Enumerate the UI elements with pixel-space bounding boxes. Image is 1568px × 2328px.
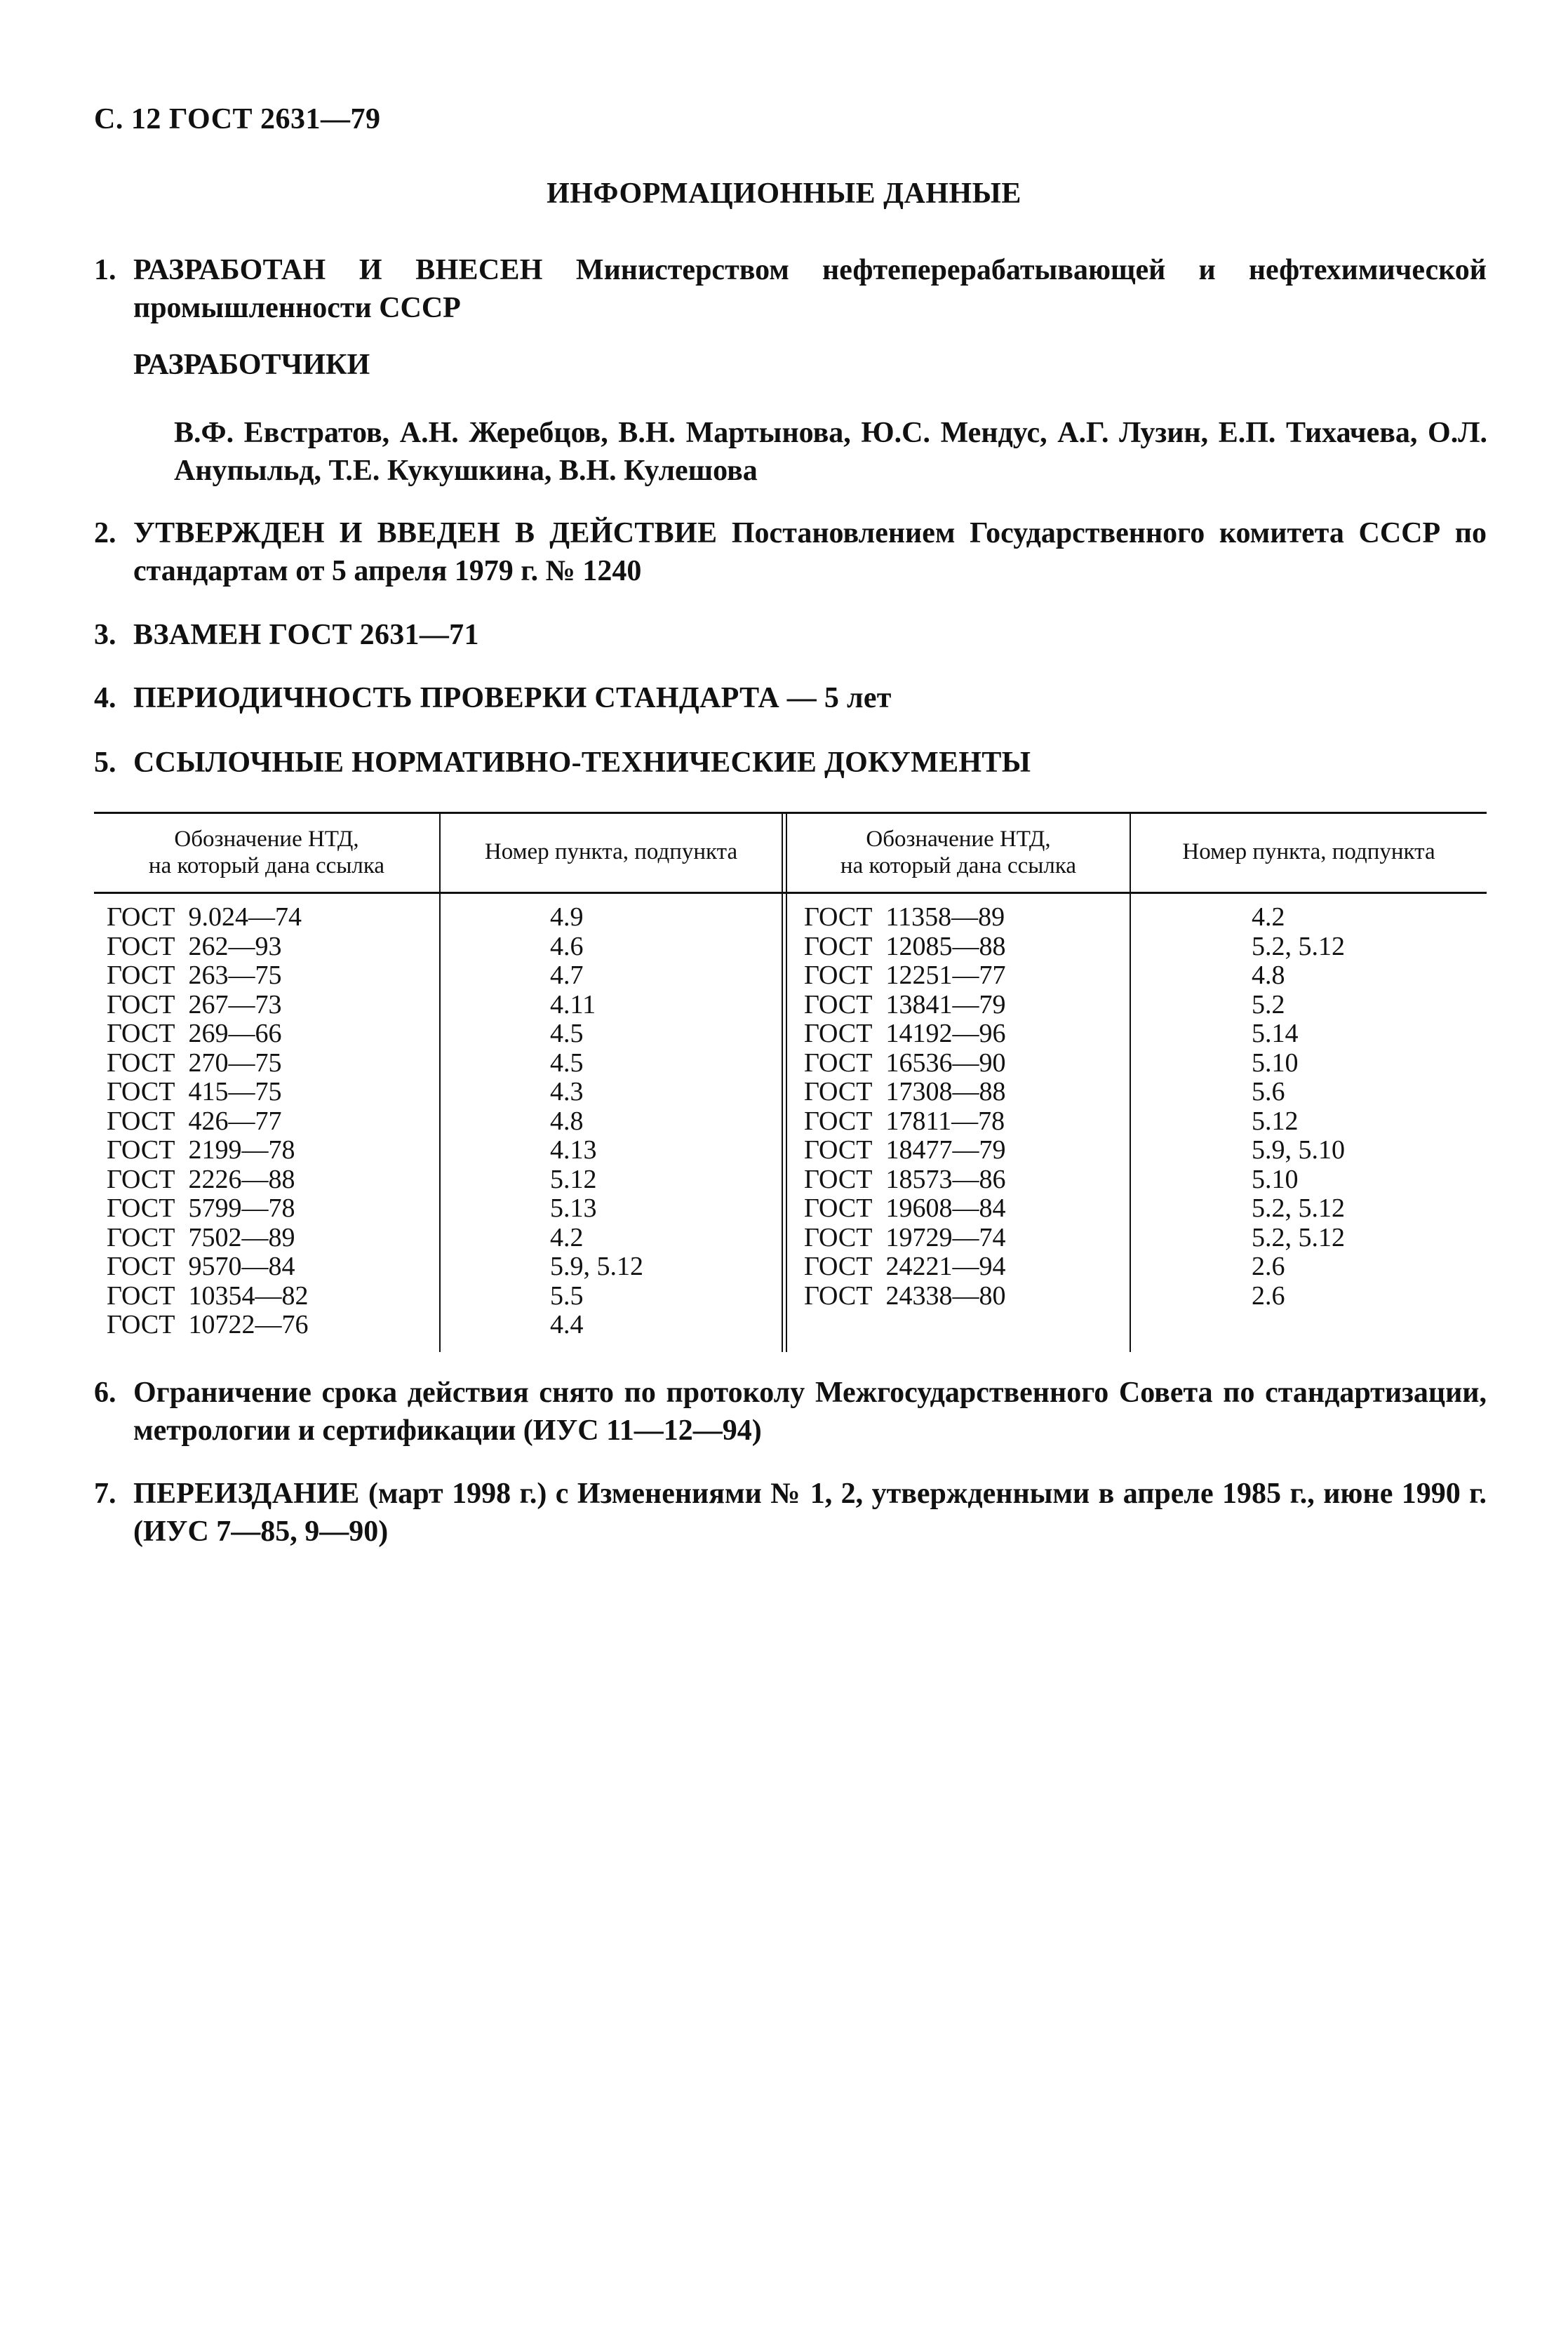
reference-documents-table: [94, 812, 1487, 1352]
table-divider: [1130, 812, 1131, 1352]
header-line: на который дана ссылка: [840, 853, 1077, 878]
info-item-4: [94, 679, 1487, 717]
developers-label: РАЗРАБОТЧИКИ: [133, 349, 370, 381]
info-item-1: [94, 251, 1487, 327]
table-cell-clause: 4.5: [550, 1019, 584, 1048]
table-cell-doc: ГОСТ 415—75: [107, 1077, 282, 1106]
table-cell-doc: ГОСТ 263—75: [107, 961, 282, 990]
right-docs-column: [804, 903, 1006, 1311]
table-cell-doc: ГОСТ 24338—80: [804, 1280, 1006, 1311]
info-item-6: [94, 1374, 1487, 1450]
right-clauses-column: [1252, 903, 1345, 1311]
table-cell-doc: ГОСТ 2226—88: [107, 1164, 295, 1194]
table-cell-clause: 4.9: [550, 902, 584, 932]
table-cell-doc: ГОСТ 18573—86: [804, 1164, 1006, 1194]
info-item-5: [94, 744, 1487, 782]
table-cell-clause: 5.2, 5.12: [1252, 1222, 1345, 1252]
table-cell-clause: 2.6: [1252, 1252, 1285, 1281]
table-cell-doc: ГОСТ 10354—82: [107, 1280, 309, 1311]
header-line: Обозначение НТД,: [174, 827, 359, 852]
table-cell-doc: ГОСТ 16536—90: [804, 1048, 1006, 1078]
table-cell-doc: ГОСТ 17308—88: [804, 1077, 1006, 1106]
table-cell-doc: ГОСТ 270—75: [107, 1048, 282, 1078]
column-header-clause-right: Номер пункта, подпункта: [1182, 839, 1435, 864]
item-lead: ССЫЛОЧНЫЕ НОРМАТИВНО-ТЕХНИЧЕСКИЕ ДОКУМЕНТЫ: [133, 747, 1031, 779]
table-cell-doc: ГОСТ 267—73: [107, 989, 282, 1019]
table-cell-clause: 4.2: [1252, 902, 1285, 932]
item-text: Ограничение срока действия снято по протоколу Межгосударственного Совета по стандартизации, метрологии и сертификации (ИУС 11—12—94): [133, 1377, 1487, 1447]
table-cell-clause: 5.9, 5.12: [550, 1252, 643, 1281]
item-number: 3.: [94, 619, 116, 651]
header-line: Обозначение НТД,: [866, 827, 1051, 852]
table-cell-clause: 5.10: [1252, 1164, 1299, 1194]
item-text: Министерством нефтеперерабатывающей и нефтехимической промышленности СССР: [133, 254, 1487, 324]
table-cell-doc: ГОСТ 24221—94: [804, 1252, 1006, 1281]
page-header: С. 12 ГОСТ 2631—79: [94, 103, 381, 135]
left-docs-column: [107, 903, 309, 1340]
table-cell-clause: 4.7: [550, 961, 584, 990]
table-cell-doc: ГОСТ 19729—74: [804, 1222, 1006, 1252]
table-cell-clause: 4.13: [550, 1135, 597, 1165]
table-cell-doc: ГОСТ 262—93: [107, 931, 282, 961]
item-number: 4.: [94, 682, 116, 714]
table-cell-clause: 5.13: [550, 1193, 597, 1223]
table-cell-doc: ГОСТ 11358—89: [804, 902, 1005, 932]
table-divider: [439, 812, 441, 1352]
table-cell-clause: 5.10: [1252, 1048, 1299, 1078]
table-divider: [786, 812, 787, 1352]
table-cell-clause: 4.4: [550, 1310, 584, 1339]
table-cell-doc: ГОСТ 269—66: [107, 1019, 282, 1048]
table-cell-doc: ГОСТ 9.024—74: [107, 902, 302, 932]
table-cell-clause: 4.8: [550, 1106, 584, 1136]
item-lead: УТВЕРЖДЕН И ВВЕДЕН В ДЕЙСТВИЕ: [133, 517, 718, 549]
column-header-clause-left: Номер пункта, подпункта: [484, 839, 738, 864]
table-cell-doc: ГОСТ 7502—89: [107, 1222, 295, 1252]
table-cell-doc: ГОСТ 12251—77: [804, 961, 1006, 990]
table-header-rule: [94, 892, 1487, 894]
table-cell-clause: 5.2, 5.12: [1252, 1193, 1345, 1223]
table-top-rule: [94, 812, 1487, 814]
table-cell-clause: 5.2, 5.12: [1252, 931, 1345, 961]
table-cell-clause: 5.12: [1252, 1106, 1299, 1136]
table-cell-clause: 4.6: [550, 931, 584, 961]
info-item-2: [94, 514, 1487, 590]
table-cell-clause: 4.8: [1252, 961, 1285, 990]
table-cell-clause: 2.6: [1252, 1280, 1285, 1311]
table-cell-clause: 4.5: [550, 1048, 584, 1078]
table-cell-doc: ГОСТ 5799—78: [107, 1193, 295, 1223]
table-cell-doc: ГОСТ 19608—84: [804, 1193, 1006, 1223]
info-item-3: [94, 616, 1487, 654]
table-cell-clause: 5.12: [550, 1164, 597, 1194]
header-line: на который дана ссылка: [148, 853, 385, 878]
table-cell-clause: 5.9, 5.10: [1252, 1135, 1345, 1165]
item-lead: ПЕРИОДИЧНОСТЬ ПРОВЕРКИ СТАНДАРТА — 5 лет: [133, 682, 892, 714]
table-cell-doc: ГОСТ 426—77: [107, 1106, 282, 1136]
left-clauses-column: [550, 903, 643, 1340]
table-cell-doc: ГОСТ 2199—78: [107, 1135, 295, 1165]
table-cell-doc: ГОСТ 14192—96: [804, 1019, 1006, 1048]
table-cell-clause: 4.3: [550, 1077, 584, 1106]
column-header-doc-left: [94, 826, 439, 879]
table-cell-doc: ГОСТ 9570—84: [107, 1252, 295, 1281]
item-number: 2.: [94, 517, 116, 549]
item-lead: ВЗАМЕН ГОСТ 2631—71: [133, 619, 479, 651]
info-item-7: [94, 1475, 1487, 1551]
item-lead: ПЕРЕИЗДАНИЕ: [133, 1478, 360, 1510]
item-number: 5.: [94, 747, 116, 779]
table-cell-clause: 5.14: [1252, 1019, 1299, 1048]
table-cell-doc: ГОСТ 10722—76: [107, 1310, 309, 1339]
developers-list: В.Ф. Евстратов, А.Н. Жеребцов, В.Н. Мартынова, Ю.С. Мендус, А.Г. Лузин, Е.П. Тихачева, О.Л. Анупыльд, Т.Е. Кукушкина, В.Н. Кулешова: [174, 417, 1487, 487]
table-cell-doc: ГОСТ 18477—79: [804, 1135, 1006, 1165]
item-text: Постановлением Государственного комитета СССР по стандартам от 5 апреля 1979 г. № 1240: [133, 517, 1487, 587]
item-number: 6.: [94, 1377, 116, 1409]
table-cell-doc: ГОСТ 13841—79: [804, 989, 1006, 1019]
table-cell-doc: ГОСТ 17811—78: [804, 1106, 1005, 1136]
table-cell-clause: 5.6: [1252, 1077, 1285, 1106]
item-text: (март 1998 г.) с Изменениями № 1, 2, утвержденными в апреле 1985 г., июне 1990 г. (ИУС 7—85, 9—90): [133, 1478, 1487, 1548]
item-number: 1.: [94, 254, 116, 286]
table-cell-doc: ГОСТ 12085—88: [804, 931, 1006, 961]
page-title: ИНФОРМАЦИОННЫЕ ДАННЫЕ: [547, 178, 1021, 210]
table-divider: [782, 812, 783, 1352]
column-header-doc-right: [787, 826, 1130, 879]
table-cell-clause: 4.11: [550, 989, 596, 1019]
item-number: 7.: [94, 1478, 116, 1510]
table-cell-clause: 4.2: [550, 1222, 584, 1252]
item-lead: РАЗРАБОТАН И ВНЕСЕН: [133, 254, 543, 286]
table-cell-clause: 5.5: [550, 1280, 584, 1311]
table-cell-clause: 5.2: [1252, 989, 1285, 1019]
